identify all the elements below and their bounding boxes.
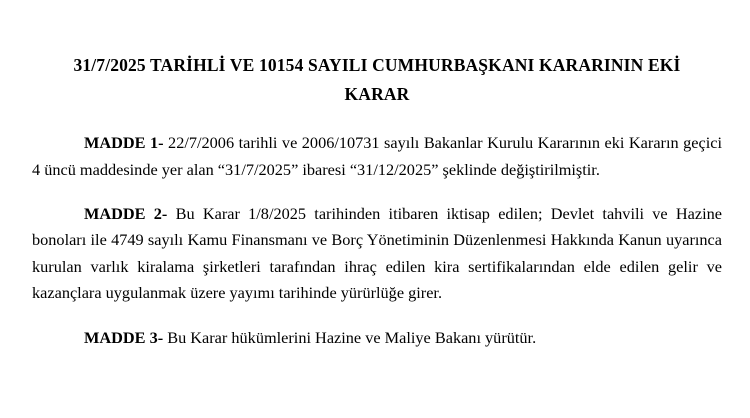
article-1 bbox=[32, 130, 722, 183]
article-3-text: Bu Karar hükümlerini Hazine ve Maliye Bakanı yürütür. bbox=[163, 327, 537, 347]
page-title-line-1: 31/7/2025 TARİHLİ VE 10154 SAYILI CUMHURBAŞKANI KARARININ EKİ bbox=[73, 55, 681, 75]
page-title bbox=[32, 52, 722, 108]
article-1-label: MADDE 1- bbox=[84, 133, 164, 153]
article-2 bbox=[32, 201, 722, 307]
article-2-label: MADDE 2- bbox=[84, 204, 168, 224]
article-3 bbox=[32, 325, 722, 351]
article-2-text: Bu Karar 1/8/2025 tarihinden itibaren iktisap edilen; Devlet tahvili ve Hazine bonoları ile 4749 sayılı Kamu Finansmanı ve Borç Yönetiminin Düzenlenmesi Hakkında Kanun uyarınca kurulan varlık kiralama şirketleri tarafından ihraç edilen kira sertifikalarından elde edilen gelir ve kazançlara uygulanmak üzere yayımı tarihinde yürürlüğe girer. bbox=[32, 204, 722, 303]
article-1-text: 22/7/2006 tarihli ve 2006/10731 sayılı Bakanlar Kurulu Kararının eki Kararın geçici 4 üncü maddesinde yer alan “31/7/2025” ibaresi “31/12/2025” şeklinde değiştirilmiştir. bbox=[32, 133, 722, 179]
page-title-line-2: KARAR bbox=[344, 84, 410, 105]
article-3-label: MADDE 3- bbox=[84, 327, 164, 347]
